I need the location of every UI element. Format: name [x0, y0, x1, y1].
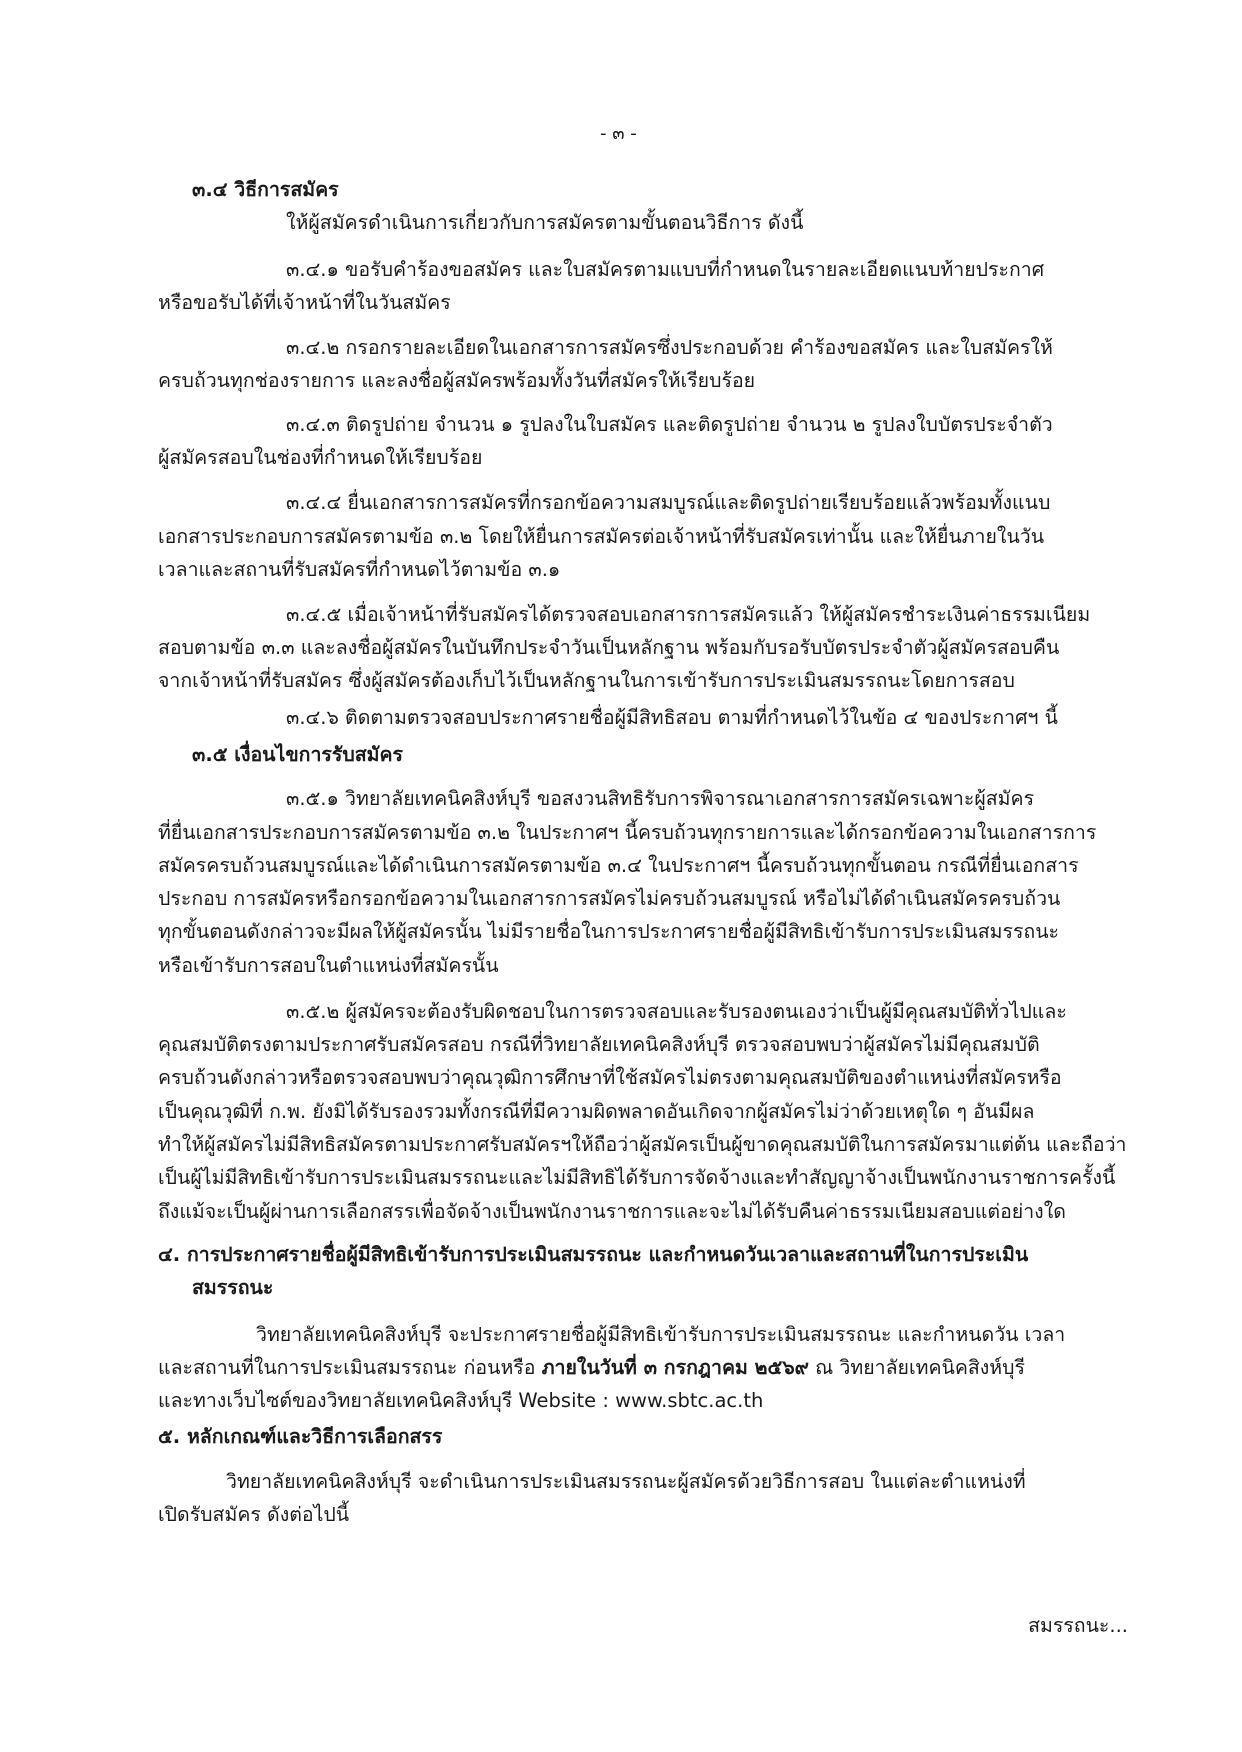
item-3-5-2-line-5: ทำให้ผู้สมัครไม่มีสิทธิสมัครตามประกาศรับสมัครฯให้ถือว่าผู้สมัครเป็นผู้ขาดคุณสมบัติในการสมัครมาแต่ต้น และถือว่า — [158, 1133, 1127, 1156]
section-3-4-intro: ให้ผู้สมัครดำเนินการเกี่ยวกับการสมัครตามขั้นตอนวิธีการ ดังนี้ — [286, 211, 804, 234]
item-3-4-4-line-3: เวลาและสถานที่รับสมัครที่กำหนดไว้ตามข้อ ๓.๑ — [158, 558, 561, 581]
item-3-5-1-line-1: ๓.๕.๑ วิทยาลัยเทคนิคสิงห์บุรี ขอสงวนสิทธิรับการพิจารณาเอกสารการสมัครเฉพาะผู้สมัคร — [286, 787, 1035, 810]
section-4-para-text: และสถานที่ในการประเมินสมรรถนะ ก่อนหรือ — [158, 1356, 542, 1379]
item-3-4-4-line-2: เอกสารประกอบการสมัครตามข้อ ๓.๒ โดยให้ยื่นการสมัครต่อเจ้าหน้าที่รับสมัครเท่านั้น และให้ยื่นภายในวัน — [158, 525, 1045, 548]
section-3-5-heading: ๓.๕ เงื่อนไขการรับสมัคร — [192, 743, 404, 766]
item-3-5-2-line-6: เป็นผู้ไม่มีสิทธิเข้ารับการประเมินสมรรถนะและไม่มีสิทธิได้รับการจัดจ้างและทำสัญญาจ้างเป็นพนักงานราชการครั้งนี้ — [158, 1166, 1116, 1189]
section-5-para-line-1: วิทยาลัยเทคนิคสิงห์บุรี จะดำเนินการประเมินสมรรถนะผู้สมัครด้วยวิธีการสอบ ในแต่ละตำแหน่งที่ — [226, 1470, 1026, 1493]
item-3-4-6-line-1: ๓.๔.๖ ติดตามตรวจสอบประกาศรายชื่อผู้มีสิทธิสอบ ตามที่กำหนดไว้ในข้อ ๔ ของประกาศฯ นี้ — [286, 706, 1058, 729]
section-4-para-location: ณ วิทยาลัยเทคนิคสิงห์บุรี — [808, 1356, 1026, 1379]
section-4-para-line-1: วิทยาลัยเทคนิคสิงห์บุรี จะประกาศรายชื่อผู้มีสิทธิเข้ารับการประเมินสมรรถนะ และกำหนดวัน เวลา — [256, 1323, 1066, 1346]
item-3-5-1-line-6: หรือเข้ารับการสอบในตำแหน่งที่สมัครนั้น — [158, 954, 499, 977]
item-3-4-1-line-2: หรือขอรับได้ที่เจ้าหน้าที่ในวันสมัคร — [158, 291, 451, 314]
item-3-5-1-line-5: ทุกขั้นตอนดังกล่าวจะมีผลให้ผู้สมัครนั้น ไม่มีรายชื่อในการประกาศรายชื่อผู้มีสิทธิเข้ารับการประเมินสมรรถนะ — [158, 920, 1060, 943]
section-4-heading-line-2: สมรรถนะ — [192, 1276, 274, 1299]
item-3-4-5-line-2: สอบตามข้อ ๓.๓ และลงชื่อผู้สมัครในบันทึกประจำวันเป็นหลักฐาน พร้อมกับรอรับบัตรประจำตัวผู้สมัครสอบคืน — [158, 636, 1060, 659]
item-3-5-1-line-2: ที่ยื่นเอกสารประกอบการสมัครตามข้อ ๓.๒ ในประกาศฯ นี้ครบถ้วนทุกรายการและได้กรอกข้อความในเอกสารการ — [158, 821, 1097, 844]
page-number: - ๓ - — [600, 123, 637, 144]
item-3-4-2-line-1: ๓.๔.๒ กรอกรายละเอียดในเอกสารการสมัครซึ่งประกอบด้วย คำร้องขอสมัคร และใบสมัครให้ — [286, 336, 1053, 359]
section-4-para-line-3: และทางเว็บไซต์ของวิทยาลัยเทคนิคสิงห์บุรี Website : www.sbtc.ac.th — [158, 1389, 764, 1412]
section-4-heading-line-1: ๔. การประกาศรายชื่อผู้มีสิทธิเข้ารับการประเมินสมรรถนะ และกำหนดวันเวลาและสถานที่ในการประเมิน — [158, 1243, 1029, 1266]
section-3-4-heading: ๓.๔ วิธีการสมัคร — [192, 178, 339, 201]
section-4-para-line-2 — [158, 1353, 1025, 1383]
item-3-4-5-line-3: จากเจ้าหน้าที่รับสมัคร ซึ่งผู้สมัครต้องเก็บไว้เป็นหลักฐานในการเข้ารับการประเมินสมรรถนะโดยการสอบ — [158, 669, 1015, 692]
continuation-word: สมรรถนะ... — [1028, 1614, 1128, 1637]
item-3-4-1-line-1: ๓.๔.๑ ขอรับคำร้องขอสมัคร และใบสมัครตามแบบที่กำหนดในรายละเอียดแนบท้ายประกาศ — [286, 258, 1045, 281]
item-3-5-2-line-7: ถึงแม้จะเป็นผู้ผ่านการเลือกสรรเพื่อจัดจ้างเป็นพนักงานราชการและจะไม่ได้รับคืนค่าธรรมเนียมสอบแต่อย่างใด — [158, 1200, 1066, 1223]
item-3-4-3-line-1: ๓.๔.๓ ติดรูปถ่าย จำนวน ๑ รูปลงในใบสมัคร และติดรูปถ่าย จำนวน ๒ รูปลงใบบัตรประจำตัว — [286, 413, 1053, 436]
item-3-5-1-line-3: สมัครครบถ้วนสมบูรณ์และได้ดำเนินการสมัครตามข้อ ๓.๔ ในประกาศฯ นี้ครบถ้วนทุกขั้นตอน กรณีที่ยื่นเอกสาร — [158, 854, 1079, 877]
item-3-5-2-line-4: เป็นคุณวุฒิที่ ก.พ. ยังมิได้รับรองรวมทั้งกรณีที่มีความผิดพลาดอันเกิดจากผู้สมัครไม่ว่าด้วยเหตุใด ๆ อันมีผล — [158, 1100, 1035, 1123]
item-3-5-2-line-2: คุณสมบัติตรงตามประกาศรับสมัครสอบ กรณีที่วิทยาลัยเทคนิคสิงห์บุรี ตรวจสอบพบว่าผู้สมัครไม่มีคุณสมบัติ — [158, 1033, 1040, 1056]
item-3-5-2-line-1: ๓.๕.๒ ผู้สมัครจะต้องรับผิดชอบในการตรวจสอบและรับรองตนเองว่าเป็นผู้มีคุณสมบัติทั่วไปและ — [286, 1000, 1067, 1023]
section-5-heading: ๕. หลักเกณฑ์และวิธีการเลือกสรร — [158, 1425, 443, 1448]
item-3-4-5-line-1: ๓.๔.๕ เมื่อเจ้าหน้าที่รับสมัครได้ตรวจสอบเอกสารการสมัครแล้ว ให้ผู้สมัครชำระเงินค่าธรรมเนียม — [286, 603, 1091, 626]
item-3-4-2-line-2: ครบถ้วนทุกช่องรายการ และลงชื่อผู้สมัครพร้อมทั้งวันที่สมัครให้เรียบร้อย — [158, 369, 756, 392]
item-3-5-2-line-3: ครบถ้วนดังกล่าวหรือตรวจสอบพบว่าคุณวุฒิการศึกษาที่ใช้สมัครไม่ตรงตามคุณสมบัติของตำแหน่งที่สมัครหรือ — [158, 1066, 1062, 1089]
section-5-para-line-2: เปิดรับสมัคร ดังต่อไปนี้ — [158, 1503, 350, 1526]
item-3-4-3-line-2: ผู้สมัครสอบในช่องที่กำหนดให้เรียบร้อย — [158, 446, 483, 469]
item-3-5-1-line-4: ประกอบ การสมัครหรือกรอกข้อความในเอกสารการสมัครไม่ครบถ้วนสมบูรณ์ หรือไม่ได้ดำเนินสมัครครบถ้วน — [158, 887, 1061, 910]
announcement-date: ภายในวันที่ ๓ กรกฎาคม ๒๕๖๙ — [541, 1356, 809, 1379]
item-3-4-4-line-1: ๓.๔.๔ ยื่นเอกสารการสมัครที่กรอกข้อความสมบูรณ์และติดรูปถ่ายเรียบร้อยแล้วพร้อมทั้งแนบ — [286, 491, 1051, 514]
